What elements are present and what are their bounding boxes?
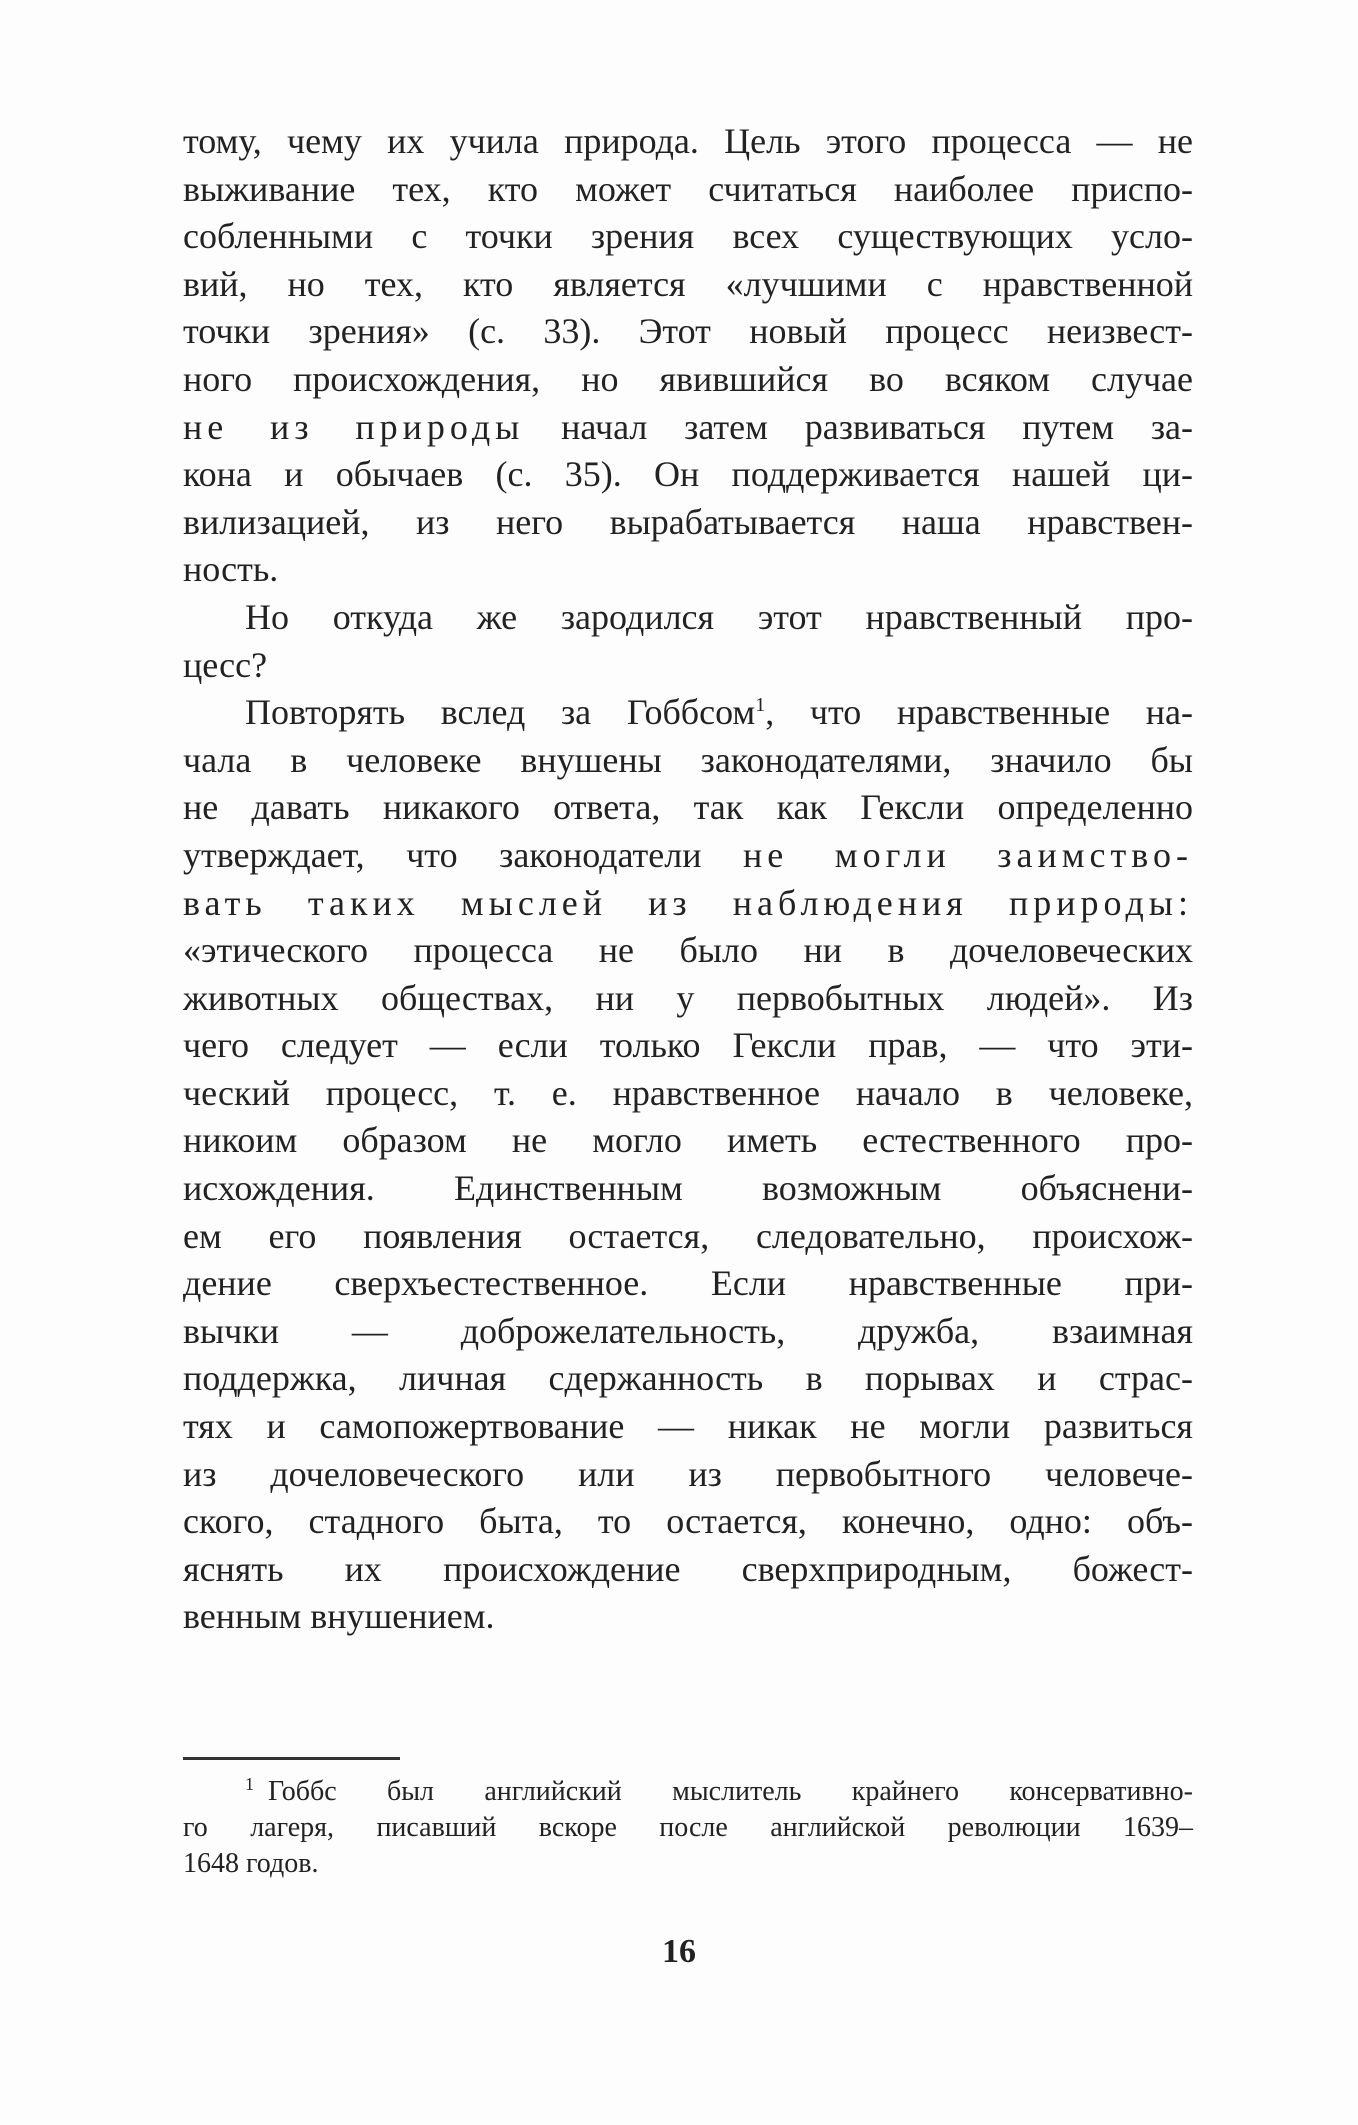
footnote-text: Гоббс был английский мыслитель крайнего консервативно- — [268, 1776, 1193, 1807]
text-line: ческий процесс, т. е. нравственное начало в человеке, — [183, 1072, 1193, 1113]
text-line: ность. — [183, 549, 279, 590]
text-line: поддержка, личная сдержанность в порывах и страс- — [183, 1358, 1193, 1399]
footnote-divider — [183, 1757, 400, 1760]
text-line — [183, 404, 1193, 452]
text-line: исхождения. Единственным возможным объяснени- — [183, 1168, 1193, 1209]
text-line: вий, но тех, кто является «лучшими с нравственной — [183, 263, 1193, 304]
footnote-line: го лагеря, писавший вскоре после английской революции 1639– — [183, 1812, 1193, 1843]
text-line — [183, 832, 1193, 880]
text-line: не давать никакого ответа, так как Гексли определенно — [183, 787, 1193, 828]
text-fragment: утверждает, что законодатели — [183, 834, 744, 875]
text-line: ем его появления остается, следовательно, происхож- — [183, 1215, 1193, 1256]
text-line — [183, 689, 1193, 737]
text-line: выживание тех, кто может считаться наиболее приспо- — [183, 168, 1193, 209]
footnote-line — [183, 1774, 1193, 1810]
footnote-reference[interactable]: 1 — [755, 694, 766, 717]
text-line: Но откуда же зародился этот нравственный про- — [245, 596, 1193, 637]
text-line: «этического процесса не было ни в дочеловеческих — [183, 930, 1193, 971]
text-line: яснять их происхождение сверхприродным, божест- — [183, 1548, 1193, 1589]
text-line: дение сверхъестественное. Если нравственные при- — [183, 1263, 1193, 1304]
spaced-emphasis: не могли заимство- — [743, 834, 1193, 875]
text-line: животных обществах, ни у первобытных людей». Из — [183, 977, 1193, 1018]
text-line: точки зрения» (с. 33). Этот новый процесс неизвест- — [183, 311, 1193, 352]
footnote-line: 1648 годов. — [183, 1848, 319, 1879]
text-line: ного происхождения, но явившийся во всяком случае — [183, 358, 1193, 399]
text-line: чего следует — если только Гексли прав, — что эти- — [183, 1025, 1193, 1066]
text-fragment: , что нравственные на- — [765, 692, 1193, 733]
text-line: ского, стадного быта, то остается, конечно, одно: объ- — [183, 1501, 1193, 1542]
text-line: из дочеловеческого или из первобытного человече- — [183, 1453, 1193, 1494]
text-fragment: начал затем развиваться путем за- — [524, 406, 1194, 447]
text-line: вычки — доброжелательность, дружба, взаимная — [183, 1310, 1193, 1351]
body-text — [183, 118, 1193, 1641]
footnote — [183, 1774, 1193, 1882]
spaced-emphasis: не из природы — [183, 406, 525, 447]
text-line: вать таких мыслей из наблюдения природы: — [183, 882, 1193, 923]
text-line: тому, чему их учила природа. Цель этого процесса — не — [183, 121, 1193, 161]
page-number: 16 — [662, 1933, 696, 1970]
text-line: цесс? — [183, 644, 268, 685]
text-line: тях и самопожертвование — никак не могли развиться — [183, 1406, 1193, 1447]
text-line: собленными с точки зрения всех существующих усло- — [183, 216, 1193, 257]
text-line: кона и обычаев (с. 35). Он поддерживается нашей ци- — [183, 454, 1193, 495]
text-line: вилизацией, из него вырабатывается наша нравствен- — [183, 501, 1193, 542]
text-line: венным внушением. — [183, 1596, 495, 1637]
text-line: никоим образом не могло иметь естественного про- — [183, 1120, 1193, 1161]
text-fragment: Повторять вслед за Гоббсом — [245, 692, 756, 733]
footnote-marker: 1 — [245, 1773, 254, 1794]
text-line: чала в человеке внушены законодателями, значило бы — [183, 739, 1193, 780]
